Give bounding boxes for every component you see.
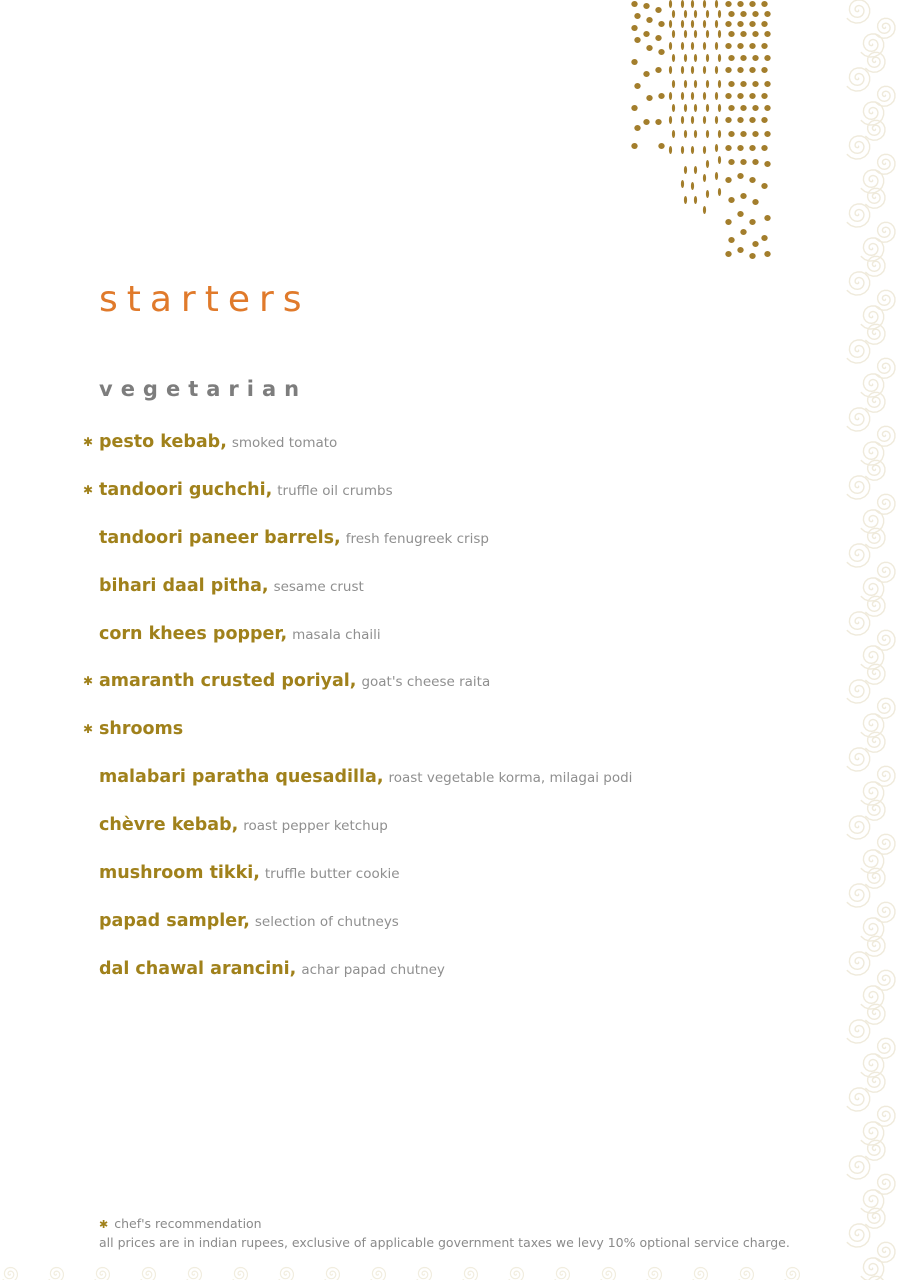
dish-name: shrooms [99,719,184,740]
menu-item [83,428,799,476]
dish-name: tandoori guchchi, [99,479,273,500]
swirl [601,1268,616,1280]
gold-dot [737,67,743,73]
menu-item [99,811,799,859]
gold-dot [681,20,684,28]
dish-description: smoked tomato [231,435,338,451]
gold-dot [737,173,743,179]
gold-dot [684,130,687,138]
gold-dot [672,10,675,18]
gold-dot [658,143,664,149]
gold-dot [631,143,637,149]
gold-dot [761,93,767,99]
gold-dot [706,190,709,198]
gold-dot [718,156,721,164]
menu-item [99,620,799,668]
swirl [865,528,885,548]
gold-dot [752,31,758,37]
gold-dot [728,81,734,87]
swirl [233,1268,248,1280]
gold-dot [681,146,684,154]
gold-dot [694,166,697,174]
gold-dot [752,81,758,87]
gold-dot [740,11,746,17]
swirl [847,612,870,635]
swirl [865,188,885,208]
swirl [847,544,870,567]
gold-dot [703,42,706,50]
menu-item [99,907,799,955]
gold-dot [725,1,731,7]
gold-dot [703,66,706,74]
gold-dot [669,116,672,124]
gold-dot [703,0,706,8]
gold-dot [764,11,770,17]
gold-dot [737,93,743,99]
page-title: starters [99,279,311,320]
swirl [847,680,870,703]
gold-dot [752,11,758,17]
swirl-border-right [836,0,905,1280]
swirl [865,664,885,684]
dish-description: masala chaili [292,626,381,643]
gold-dot [764,131,770,137]
gold-dot [725,93,731,99]
gold-dot [703,174,706,182]
gold-dot [694,10,697,18]
gold-dot [631,59,637,65]
swirl [865,460,885,480]
gold-dot [752,199,758,205]
swirl [739,1268,754,1280]
gold-dot [752,241,758,247]
gold-dot [631,1,637,7]
dish-name: chèvre kebab, [99,815,239,836]
gold-dot [749,43,755,49]
asterisk-icon: ✱ [83,435,94,449]
swirl [847,204,870,227]
gold-dot [740,159,746,165]
gold-dot [737,21,743,27]
dish-description: selection of chutneys [254,913,399,930]
gold-dot [672,80,675,88]
gold-dot [658,49,664,55]
gold-dot [672,130,675,138]
gold-dot [761,21,767,27]
gold-dot [715,42,718,50]
gold-dot [691,182,694,190]
gold-dot [728,11,734,17]
price-note: all prices are in indian rupees, exclusive of applicable government taxes we levy 10% optional service charge. [99,1235,790,1250]
swirl [865,596,885,616]
menu-item [99,524,799,572]
swirl [785,1268,800,1280]
gold-dot [737,1,743,7]
gold-dot [749,1,755,7]
gold-dot [706,10,709,18]
dish-name: bihari daal pitha, [99,575,269,596]
swirl [865,1140,885,1160]
gold-dot [706,80,709,88]
gold-dot [752,131,758,137]
gold-dot [655,7,661,13]
gold-dot [715,144,718,152]
swirl [417,1268,432,1280]
gold-dot [655,119,661,125]
gold-dot [703,146,706,154]
gold-dot [764,55,770,61]
dish-description: sesame crust [273,578,364,595]
gold-dot [691,66,694,74]
gold-dot [646,95,652,101]
gold-dot [749,21,755,27]
gold-dot [691,92,694,100]
swirl [463,1268,478,1280]
gold-dot [643,71,649,77]
gold-dot [646,45,652,51]
legend-text: chef's recommendation [114,1216,262,1231]
menu-item [83,667,799,715]
gold-dot [725,219,731,225]
swirl [865,1004,885,1024]
gold-dot [728,31,734,37]
dish-name: papad sampler, [99,910,250,931]
gold-dot [691,116,694,124]
swirl [187,1268,202,1280]
dish-description: achar papad chutney [301,961,445,978]
gold-dot [725,251,731,257]
dish-description: fresh fenugreek crisp [345,530,489,547]
gold-dot [764,31,770,37]
gold-dot [643,31,649,37]
gold-dot [737,145,743,151]
gold-dot [725,117,731,123]
gold-dot [740,131,746,137]
gold-dot [715,116,718,124]
swirl [847,408,870,431]
dish-name: dal chawal arancini, [99,958,297,979]
gold-dot [728,159,734,165]
gold-dot [740,81,746,87]
gold-dot [737,211,743,217]
gold-dot [694,130,697,138]
menu-item [83,476,799,524]
gold-dot [718,104,721,112]
asterisk-icon: ✱ [99,1218,109,1231]
gold-dot [694,54,697,62]
dish-name: tandoori paneer barrels, [99,527,341,548]
swirl [847,1020,870,1043]
gold-dot [725,145,731,151]
gold-dot [718,54,721,62]
gold-dot [634,125,640,131]
gold-dot [764,105,770,111]
gold-dot [752,105,758,111]
gold-dot [684,54,687,62]
gold-dot [706,30,709,38]
gold-dot [703,20,706,28]
gold-dot [761,117,767,123]
gold-dot [728,105,734,111]
dish-description: goat's cheese raita [361,674,491,691]
gold-dot [694,196,697,204]
asterisk-icon: ✱ [83,722,94,737]
gold-dot [703,92,706,100]
swirl [865,936,885,956]
gold-dot [761,67,767,73]
swirl [865,800,885,820]
swirl [847,748,870,771]
swirl [865,868,885,888]
swirl [865,392,885,412]
gold-dot [749,253,755,259]
gold-dot [761,183,767,189]
gold-dot [725,67,731,73]
swirl [847,272,870,295]
swirl [847,136,870,159]
gold-dot [643,119,649,125]
swirl [865,120,885,140]
gold-dot [728,237,734,243]
gold-dot [749,117,755,123]
gold-dot [752,55,758,61]
gold-dot [740,193,746,199]
gold-dot [669,146,672,154]
gold-dot [740,55,746,61]
gold-dot [718,188,721,196]
swirl [865,52,885,72]
gold-dot [764,161,770,167]
gold-dot [634,13,640,19]
gold-dot [764,251,770,257]
swirl [865,732,885,752]
swirl [865,1072,885,1092]
section-heading: vegetarian [99,377,308,401]
gold-dot [643,3,649,9]
gold-dot [634,83,640,89]
dish-name: corn khees popper, [99,623,288,644]
gold-dot [669,66,672,74]
swirl [95,1268,110,1280]
gold-dot [764,81,770,87]
swirl [847,952,870,975]
gold-dot [658,21,664,27]
menu-list [83,428,799,1003]
gold-dot [691,42,694,50]
swirl [647,1268,662,1280]
gold-dot [749,219,755,225]
gold-dot [761,145,767,151]
menu-item [99,955,799,1003]
dish-name: amaranth crusted poriyal, [99,671,357,692]
menu-item [83,715,799,763]
gold-dot [749,67,755,73]
gold-dot [681,116,684,124]
gold-dot [646,17,652,23]
dish-description: roast pepper ketchup [243,818,388,835]
swirl [847,68,870,91]
menu-item [99,763,799,811]
gold-dot [655,35,661,41]
gold-dot [740,105,746,111]
gold-dot-pattern [628,0,778,270]
gold-dot [718,30,721,38]
gold-dot [703,206,706,214]
gold-dot [669,42,672,50]
gold-dot [694,30,697,38]
gold-dot [749,177,755,183]
gold-dot [725,43,731,49]
gold-dot [706,104,709,112]
gold-dot [681,66,684,74]
gold-dot [761,1,767,7]
swirl [325,1268,340,1280]
dish-description: truffle butter cookie [264,866,400,883]
gold-dot [728,131,734,137]
gold-dot [728,197,734,203]
gold-dot [684,166,687,174]
gold-dot [672,104,675,112]
swirl [847,1224,870,1247]
gold-dot [681,42,684,50]
gold-dot [740,31,746,37]
gold-dot [715,0,718,8]
gold-dot [681,0,684,8]
swirl [847,1156,870,1179]
gold-dot [669,92,672,100]
gold-dot [691,20,694,28]
asterisk-icon: ✱ [83,482,94,497]
swirl [279,1268,294,1280]
gold-dot [684,196,687,204]
gold-dot [715,66,718,74]
gold-dot [691,0,694,8]
swirl [847,340,870,363]
gold-dot [706,130,709,138]
gold-dot [672,30,675,38]
gold-dot [631,25,637,31]
dish-name: malabari paratha quesadilla, [99,767,384,788]
swirl [847,0,870,23]
dish-name: mushroom tikki, [99,863,260,884]
gold-dot [718,80,721,88]
gold-dot [715,92,718,100]
dish-name: pesto kebab, [99,432,227,452]
swirl [847,884,870,907]
gold-dot [684,80,687,88]
swirl [509,1268,524,1280]
gold-dot [681,180,684,188]
swirl [847,816,870,839]
gold-dot [718,130,721,138]
gold-dot [725,177,731,183]
gold-dot [684,30,687,38]
swirl [3,1268,18,1280]
gold-dot [715,20,718,28]
gold-dot [715,172,718,180]
gold-dot [694,104,697,112]
gold-dot [672,54,675,62]
swirl [49,1268,64,1280]
gold-dot [706,160,709,168]
gold-dot [737,43,743,49]
gold-dot [749,93,755,99]
gold-dot [669,0,672,8]
recommendation-legend [99,1215,262,1234]
gold-dot [740,229,746,235]
gold-dot [761,235,767,241]
gold-dot [728,55,734,61]
gold-dot [703,116,706,124]
menu-item [99,859,799,907]
swirl [371,1268,386,1280]
swirl [693,1268,708,1280]
swirl [141,1268,156,1280]
dish-description: truffle oil crumbs [277,482,393,499]
gold-dot [658,93,664,99]
swirl [865,1208,885,1228]
swirl [847,1088,870,1111]
gold-dot [706,54,709,62]
gold-dot [725,21,731,27]
menu-item [99,572,799,620]
gold-dot [737,117,743,123]
swirl-border-bottom [0,1262,905,1280]
gold-dot [684,104,687,112]
gold-dot [631,105,637,111]
asterisk-icon: ✱ [83,674,94,689]
dish-description: roast vegetable korma, milagai podi [388,770,633,787]
gold-dot [655,67,661,73]
gold-dot [737,247,743,253]
gold-dot [761,43,767,49]
gold-dot [718,10,721,18]
gold-dot [749,145,755,151]
gold-dot [691,146,694,154]
gold-dot [694,80,697,88]
gold-dot [684,10,687,18]
gold-dot [634,37,640,43]
swirl [865,256,885,276]
gold-dot [669,20,672,28]
gold-dot [681,92,684,100]
swirl [865,324,885,344]
gold-dot [752,159,758,165]
gold-dot [764,215,770,221]
swirl [847,476,870,499]
swirl [555,1268,570,1280]
